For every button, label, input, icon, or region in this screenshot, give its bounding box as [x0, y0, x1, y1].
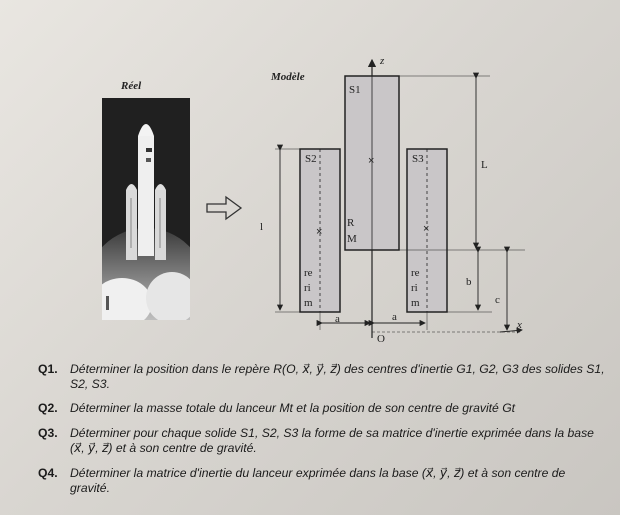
s2-label: S2 — [305, 153, 317, 165]
m-left-label: m — [304, 297, 313, 309]
question-1-number: Q1. — [38, 362, 58, 376]
re-left-label: re — [304, 267, 313, 279]
z-axis-label: z — [380, 55, 385, 67]
question-2 — [38, 401, 608, 416]
dim-a-left-label: a — [335, 313, 340, 325]
question-4 — [38, 466, 608, 496]
question-2-number: Q2. — [38, 401, 58, 415]
dim-c-label: c — [495, 294, 500, 306]
origin-label: O — [377, 333, 385, 345]
transition-arrow — [207, 197, 241, 219]
dim-b-label: b — [466, 276, 472, 288]
r-label: R — [347, 217, 355, 229]
x-axis-label: x — [517, 319, 522, 331]
m-label: M — [347, 233, 357, 245]
g2-marker: × — [316, 226, 323, 238]
s3-label: S3 — [412, 153, 424, 165]
dim-L-label: L — [481, 159, 488, 171]
ri-left-label: ri — [304, 282, 311, 294]
ri-right-label: ri — [411, 282, 418, 294]
question-3-text: Déterminer pour chaque solide S1, S2, S3 la forme de sa matrice d'inertie exprimée dans la base (x⃗, y⃗, z⃗) et à son centre de gravité. — [70, 426, 594, 455]
question-2-text: Déterminer la masse totale du lanceur Mt et la position de son centre de gravité Gt — [70, 401, 516, 415]
question-4-text: Déterminer la matrice d'inertie du lanceur exprimée dans la base (x⃗, y⃗, z⃗) et à son centre de gravité. — [70, 466, 566, 495]
question-1 — [38, 362, 608, 392]
re-right-label: re — [411, 267, 420, 279]
g3-marker: × — [423, 223, 430, 235]
question-3 — [38, 426, 608, 456]
caption-model: Modèle — [271, 71, 305, 83]
dim-a-right-label: a — [392, 311, 397, 323]
question-4-number: Q4. — [38, 466, 58, 480]
g1-marker: × — [368, 155, 375, 167]
s1-label: S1 — [349, 84, 361, 96]
question-3-number: Q3. — [38, 426, 58, 440]
question-1-text: Déterminer la position dans le repère R(O, x⃗, y⃗, z⃗) des centres d'inertie G1, G2, G3 des solides S1, S2, S3. — [70, 362, 605, 391]
m-right-label: m — [411, 297, 420, 309]
dim-l-label: l — [260, 221, 264, 233]
caption-real: Réel — [121, 80, 142, 92]
